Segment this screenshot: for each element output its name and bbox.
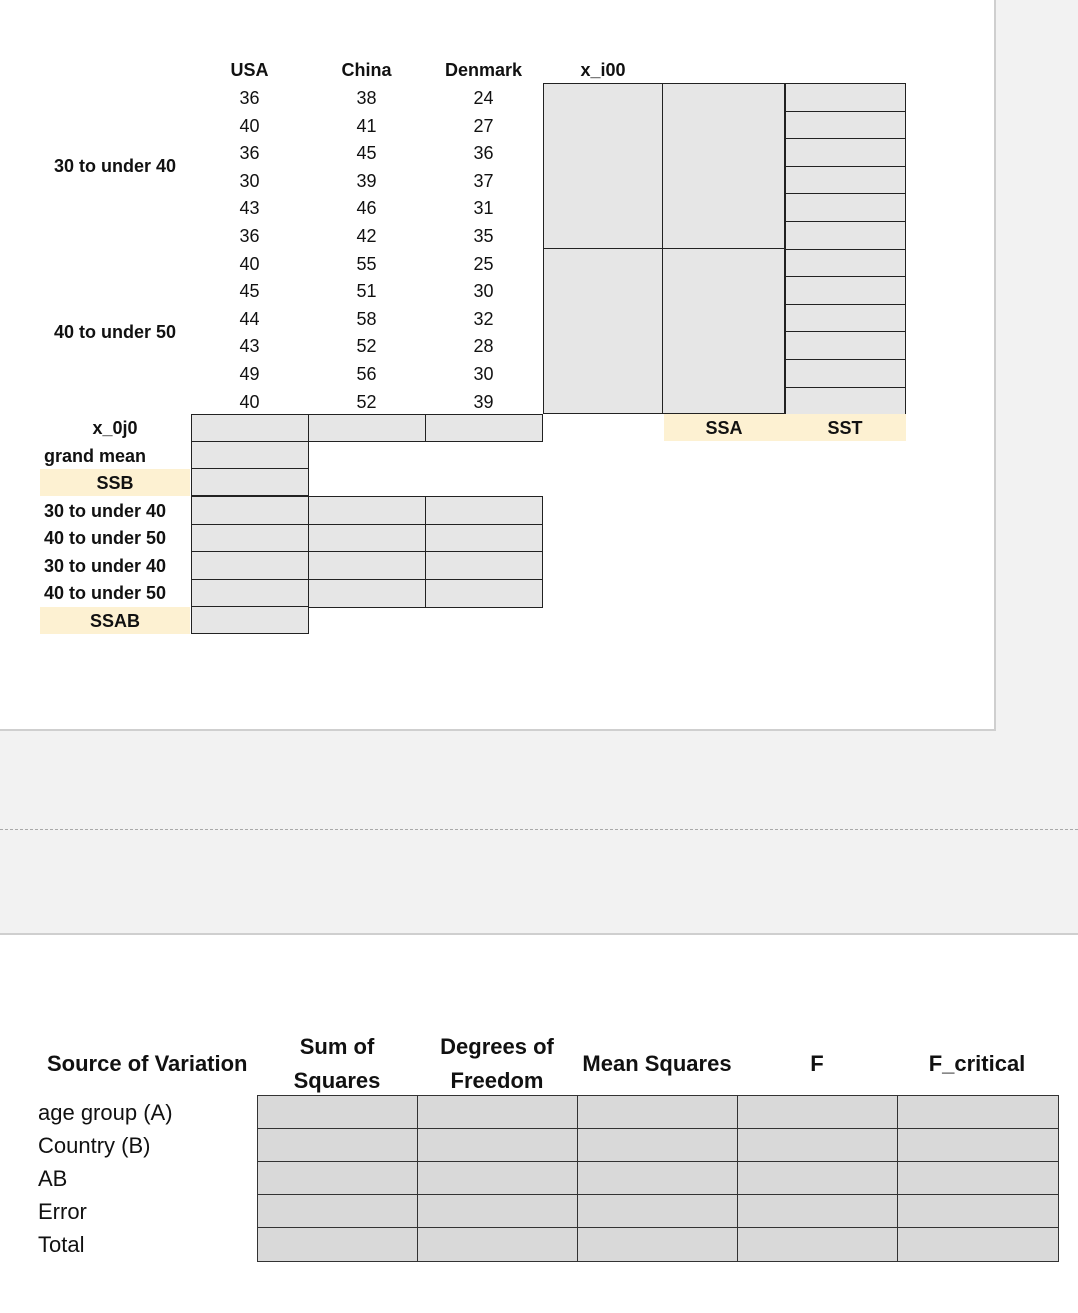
data-cell: 30 (473, 364, 494, 384)
data-cell: 30 (239, 170, 260, 191)
ab-cell[interactable] (308, 579, 427, 608)
anova-header-source: Source of Variation (47, 1051, 248, 1076)
anova-cell[interactable] (737, 1227, 899, 1262)
data-cell: 45 (356, 143, 377, 164)
group-label: 40 to under 50 (53, 322, 177, 342)
anova-header-ms: Mean Squares (582, 1051, 732, 1076)
ab-cell[interactable] (425, 524, 543, 553)
ab-cell[interactable] (308, 551, 427, 580)
data-cell: 52 (356, 391, 377, 412)
data-cell: 43 (239, 198, 260, 219)
data-cell: 36 (239, 226, 260, 246)
data-cell: 49 (239, 364, 260, 384)
anova-cell[interactable] (577, 1095, 739, 1130)
anova-header-f: F (810, 1051, 824, 1076)
ssab-label: SSAB (89, 611, 140, 631)
anova-cell[interactable] (257, 1128, 419, 1163)
sst-cell[interactable] (785, 276, 906, 305)
ab-cell[interactable] (308, 496, 427, 525)
ab-cell[interactable] (191, 524, 310, 553)
ab-row-label: 30 to under 40 (44, 556, 167, 576)
data-cell: 36 (239, 88, 260, 108)
sst-cell[interactable] (785, 193, 906, 222)
anova-header-ss-line1: Sum of (299, 1034, 375, 1059)
ssb-label: SSB (96, 473, 134, 493)
ab-row-label: 30 to under 40 (44, 501, 167, 521)
ab-cell[interactable] (425, 496, 543, 525)
anova-cell[interactable] (417, 1194, 579, 1229)
sst-cell[interactable] (785, 331, 906, 360)
page-break-line (0, 829, 1078, 830)
data-cell: 40 (239, 115, 260, 136)
ssab-cell[interactable] (191, 606, 309, 634)
data-cell: 37 (473, 170, 494, 191)
anova-cell[interactable] (417, 1227, 579, 1262)
data-cell: 46 (356, 198, 377, 219)
data-cell: 35 (473, 226, 494, 246)
grand-mean-label: grand mean (44, 446, 147, 466)
data-cell: 52 (356, 336, 377, 357)
anova-cell[interactable] (897, 1128, 1059, 1163)
anova-cell[interactable] (897, 1161, 1059, 1196)
anova-cell[interactable] (577, 1194, 739, 1229)
grand-mean-cell[interactable] (191, 441, 309, 469)
anova-cell[interactable] (897, 1095, 1059, 1130)
sst-cell[interactable] (785, 83, 906, 112)
sst-cell[interactable] (785, 387, 906, 416)
data-cell: 55 (356, 253, 377, 274)
anova-cell[interactable] (577, 1161, 739, 1196)
anova-cell[interactable] (417, 1095, 579, 1130)
anova-header-df-line1: Degrees of (440, 1034, 554, 1059)
right-margin (996, 0, 1078, 731)
sst-cell[interactable] (785, 359, 906, 388)
ab-cell[interactable] (191, 579, 310, 608)
anova-cell[interactable] (257, 1161, 419, 1196)
data-cell: 45 (239, 281, 260, 302)
anova-cell[interactable] (737, 1194, 899, 1229)
ssa-work-cell[interactable] (662, 248, 785, 414)
anova-row-label: Error (38, 1199, 87, 1224)
header-x-i00: x_i00 (580, 60, 626, 80)
data-cell: 41 (356, 115, 377, 136)
data-cell: 43 (239, 336, 260, 357)
anova-cell[interactable] (257, 1227, 419, 1262)
ab-cell[interactable] (425, 579, 543, 608)
sst-cell[interactable] (785, 138, 906, 167)
x-0j0-cell-usa[interactable] (191, 414, 310, 442)
anova-cell[interactable] (417, 1128, 579, 1163)
data-cell: 51 (356, 281, 377, 302)
anova-cell[interactable] (737, 1128, 899, 1163)
anova-cell[interactable] (577, 1128, 739, 1163)
data-cell: 44 (239, 308, 260, 329)
anova-cell[interactable] (737, 1161, 899, 1196)
data-cell: 25 (473, 253, 494, 274)
header-china: China (341, 60, 392, 80)
x-0j0-cell-china[interactable] (308, 414, 427, 442)
data-cell: 56 (356, 364, 377, 384)
sst-cell[interactable] (785, 166, 906, 195)
data-cell: 39 (473, 391, 494, 412)
sst-cell[interactable] (785, 111, 906, 140)
ssa-label: SSA (705, 418, 743, 438)
ssb-cell[interactable] (191, 468, 309, 496)
anova-cell[interactable] (257, 1095, 419, 1130)
anova-cell[interactable] (257, 1194, 419, 1229)
sst-cell[interactable] (785, 221, 906, 250)
ab-cell[interactable] (308, 524, 427, 553)
data-cell: 40 (239, 253, 260, 274)
header-denmark: Denmark (444, 60, 523, 80)
anova-header-fcrit: F_critical (928, 1051, 1026, 1076)
anova-row-label: age group (A) (38, 1100, 173, 1125)
sst-cell[interactable] (785, 304, 906, 333)
anova-cell[interactable] (737, 1095, 899, 1130)
data-cell: 42 (356, 226, 377, 246)
sst-label: SST (827, 418, 863, 438)
anova-row-label: Total (38, 1232, 85, 1257)
data-cell: 32 (473, 308, 494, 329)
data-cell: 38 (356, 88, 377, 108)
data-cell: 28 (473, 336, 494, 357)
anova-row-label: Country (B) (38, 1133, 151, 1158)
ab-row-label: 40 to under 50 (44, 528, 167, 548)
data-cell: 58 (356, 308, 377, 329)
data-cell: 27 (473, 115, 494, 136)
anova-row-label: AB (38, 1166, 68, 1191)
ab-cell[interactable] (425, 551, 543, 580)
x-0j0-cell-denmark[interactable] (425, 414, 543, 442)
anova-cell[interactable] (897, 1194, 1059, 1229)
data-cell: 36 (473, 143, 494, 164)
anova-cell[interactable] (417, 1161, 579, 1196)
data-cell: 24 (473, 88, 494, 108)
data-cell: 39 (356, 170, 377, 191)
anova-cell[interactable] (577, 1227, 739, 1262)
data-cell: 31 (473, 198, 494, 219)
ab-cell[interactable] (191, 551, 310, 580)
gap-band (0, 731, 1078, 935)
anova-header-ss-line2: Squares (293, 1068, 381, 1093)
x-i00-cell[interactable] (543, 83, 664, 250)
data-cell: 36 (239, 143, 260, 164)
x-0j0-label: x_0j0 (92, 418, 138, 438)
header-usa: USA (230, 60, 269, 80)
anova-header-df-line2: Freedom (450, 1068, 544, 1093)
x-i00-cell[interactable] (543, 248, 664, 414)
ssa-work-cell[interactable] (662, 83, 785, 250)
anova-cell[interactable] (897, 1227, 1059, 1262)
ab-row-label: 40 to under 50 (44, 583, 167, 603)
data-cell: 40 (239, 391, 260, 412)
ab-cell[interactable] (191, 496, 310, 525)
group-label: 30 to under 40 (53, 156, 177, 176)
sst-cell[interactable] (785, 249, 906, 278)
data-cell: 30 (473, 281, 494, 302)
